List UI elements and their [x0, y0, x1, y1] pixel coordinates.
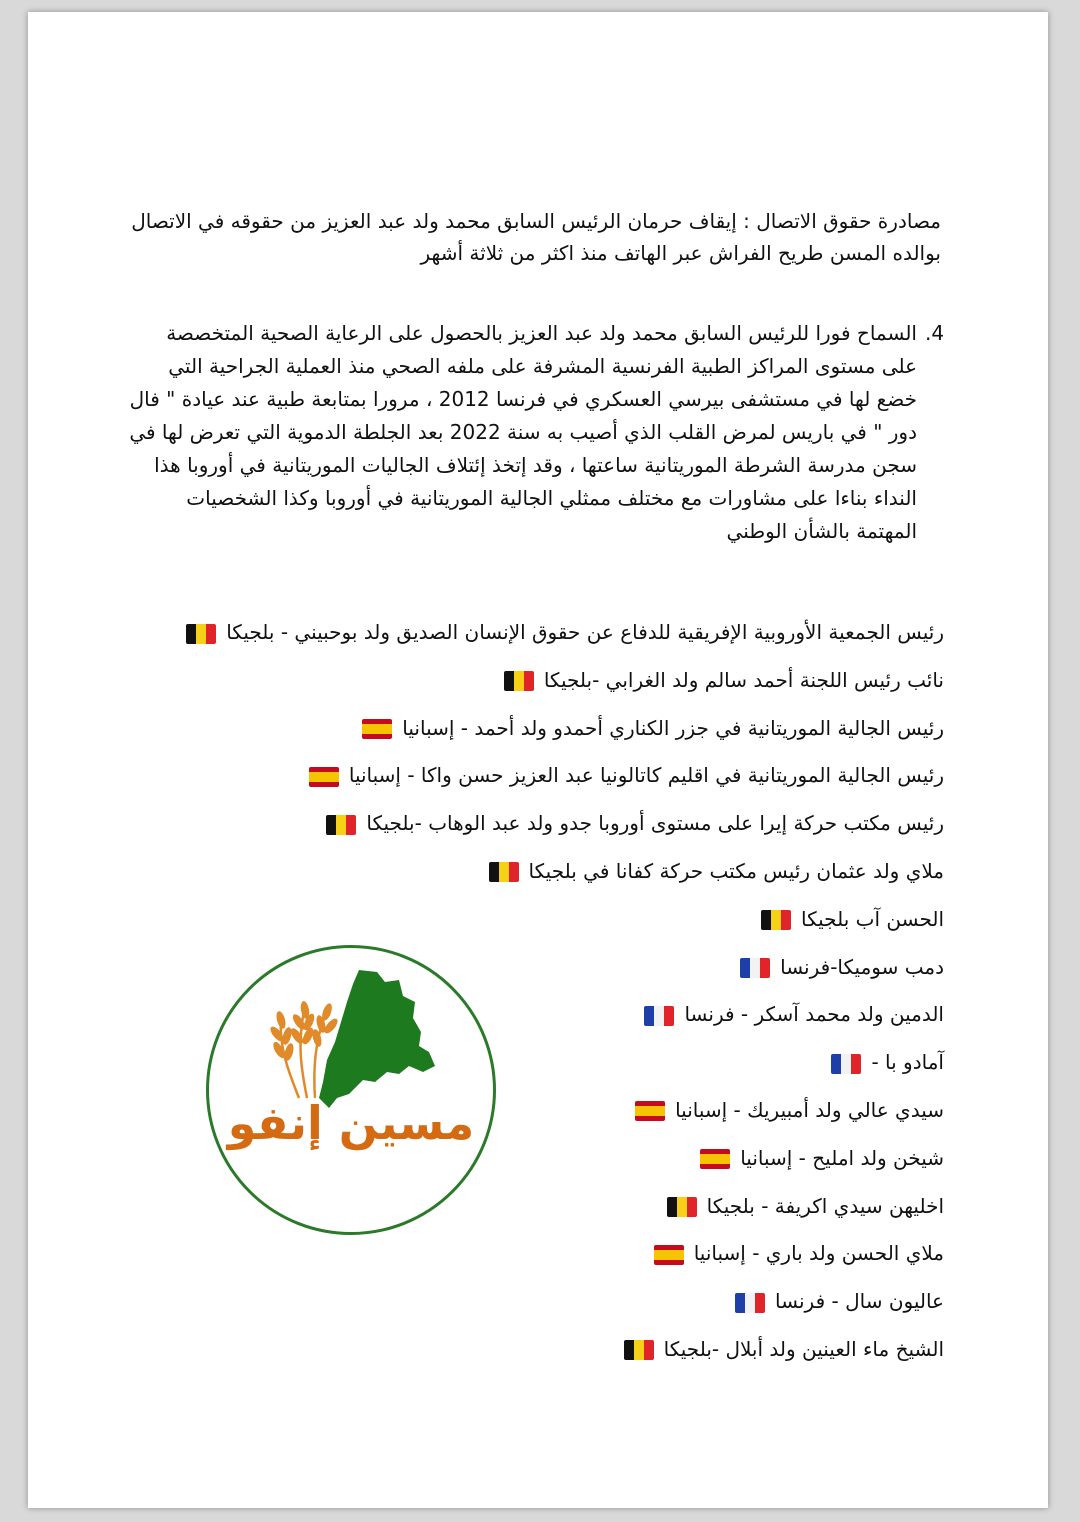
france-flag-icon: [644, 1006, 674, 1026]
signatory-text: رئيس مكتب حركة إيرا على مستوى أوروبا جدو ولد عبد الوهاب -بلجيكا: [366, 811, 944, 836]
spain-flag-icon: [700, 1149, 730, 1169]
belgium-flag-icon: [667, 1197, 697, 1217]
signatory-row: [44, 1278, 944, 1326]
belgium-flag-icon: [326, 815, 356, 835]
belgium-flag-icon: [489, 862, 519, 882]
signatory-row: [44, 944, 944, 992]
signatory-text: الدمين ولد محمد آسكر - فرنسا: [684, 1002, 944, 1027]
signatory-row: [44, 657, 944, 705]
signatory-text: شيخن ولد امليح - إسبانيا: [740, 1145, 944, 1170]
signatory-row: [44, 896, 944, 944]
signatory-text: دمب سوميكا-فرنسا: [780, 954, 944, 979]
france-flag-icon: [831, 1054, 861, 1074]
signatory-text: الشيخ ماء العينين ولد أبلال -بلجيكا: [663, 1336, 944, 1361]
spain-flag-icon: [654, 1245, 684, 1265]
signatory-text: الحسن آب بلجيكا: [801, 906, 944, 931]
spain-flag-icon: [309, 767, 339, 787]
signatory-text: آمادو با -: [871, 1050, 944, 1075]
signatory-row: [44, 1135, 944, 1183]
signatory-row: [44, 1230, 944, 1278]
item-number: 4.: [925, 321, 945, 345]
signatory-row: [44, 800, 944, 848]
logo-text: مسين إنفو: [227, 1096, 475, 1150]
intro-paragraph: مصادرة حقوق الاتصال : إيقاف حرمان الرئيس السابق محمد ولد عبد العزيز من حقوقه في الاتصال بوالده المسن طريح الفراش عبر الهاتف منذ اكثر من ثلاثة أشهر: [131, 209, 941, 265]
france-flag-icon: [735, 1293, 765, 1313]
numbered-item-4: [127, 317, 945, 548]
signatory-row: [44, 609, 944, 657]
document-page: [28, 12, 1048, 1508]
belgium-flag-icon: [504, 671, 534, 691]
signatory-row: [44, 1326, 944, 1374]
signatory-text: عاليون سال - فرنسا: [775, 1289, 944, 1314]
signatory-row: [44, 752, 944, 800]
mauritania-map-wheat-logo-icon: [209, 948, 493, 1232]
signatory-row: [44, 705, 944, 753]
france-flag-icon: [740, 958, 770, 978]
belgium-flag-icon: [624, 1340, 654, 1360]
signatories-list: [44, 609, 944, 1374]
signatory-text: رئيس الجالية الموريتانية في جزر الكناري أحمدو ولد أحمد - إسبانيا: [402, 715, 944, 740]
signatory-text: سيدي عالي ولد أمبيريك - إسبانيا: [675, 1097, 944, 1122]
signatory-text: ملاي الحسن ولد باري - إسبانيا: [693, 1241, 944, 1266]
belgium-flag-icon: [186, 624, 216, 644]
belgium-flag-icon: [761, 910, 791, 930]
signatory-row: [44, 848, 944, 896]
signatory-text: اخليهن سيدي اكريفة - بلجيكا: [706, 1193, 944, 1218]
signatory-row: [44, 991, 944, 1039]
item-text: السماح فورا للرئيس السابق محمد ولد عبد العزيز بالحصول على الرعاية الصحية المتخصصة على مستوى المراكز الطبية الفرنسية المشرفة على ملفه الصحي منذ العملية الجراحية التي خضع لها في مستشفى بيرسي العسكري في فرنسا 2012 ، مرورا بمتابعة طبية عند عيادة " فال دور " في باريس لمرض القلب الذي أصيب به سنة 2022 بعد الجلطة الدموية التي تعرض لها في سجن مدرسة الشرطة الموريتانية ساعتها ، وقد إتخذ إئتلاف الجاليات الموريتانية في أوروبا هذا النداء بناءا على مشاورات مع مختلف ممثلي الجالية الموريتانية في أوروبا وكذا الشخصيات المهتمة بالشأن الوطني: [129, 321, 917, 543]
signatory-row: [44, 1183, 944, 1231]
signatory-text: نائب رئيس اللجنة أحمد سالم ولد الغرابي -بلجيكا: [543, 667, 944, 692]
spain-flag-icon: [635, 1101, 665, 1121]
site-logo: [206, 945, 496, 1235]
spain-flag-icon: [362, 719, 392, 739]
signatory-text: ملاي ولد عثمان رئيس مكتب حركة كفانا في بلجيكا: [528, 858, 944, 883]
signatory-text: رئيس الجالية الموريتانية في اقليم كاتالونيا عبد العزيز حسن واكا - إسبانيا: [348, 763, 944, 788]
signatory-text: رئيس الجمعية الأوروبية الإفريقية للدفاع عن حقوق الإنسان الصديق ولد بوحبيني - بلجيكا: [226, 620, 944, 644]
